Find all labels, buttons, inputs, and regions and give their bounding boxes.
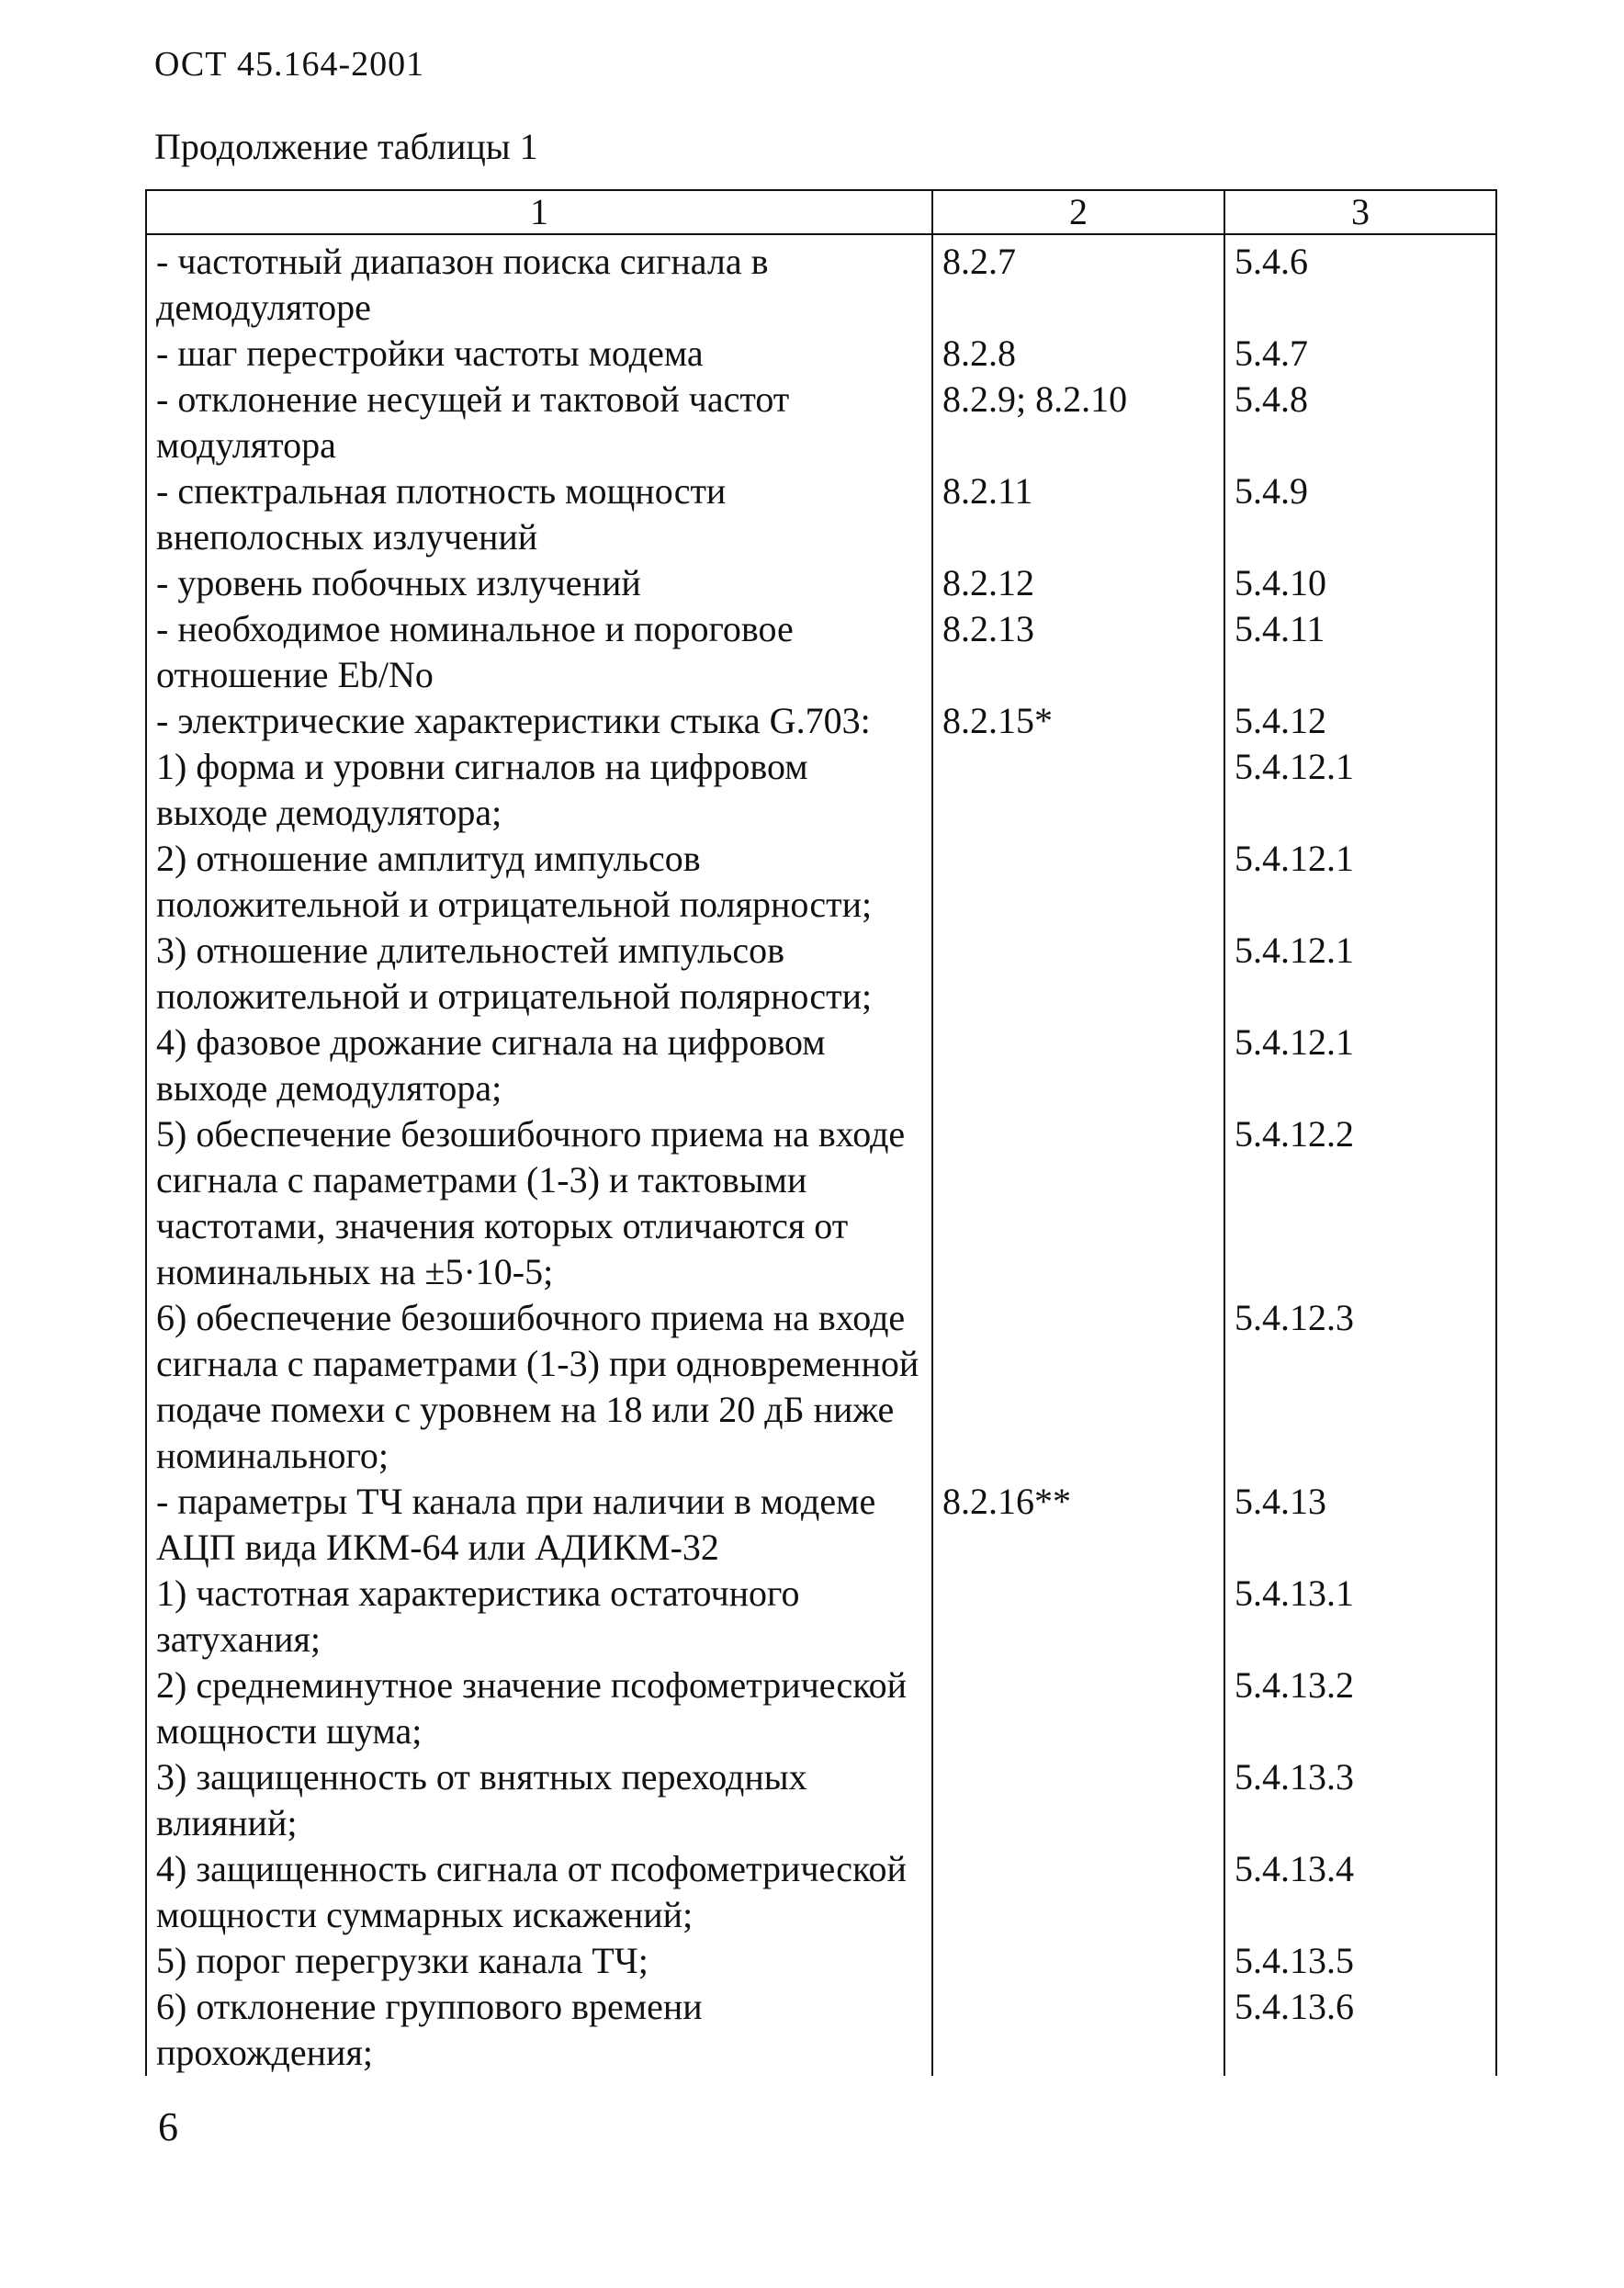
column-header: 1 xyxy=(146,190,932,234)
table-row xyxy=(146,606,1496,698)
table-cell: 5.4.7 xyxy=(1224,331,1496,377)
table-cell: - необходимое номинальное и пороговое отношение Eb/No xyxy=(146,606,932,698)
table-cell: 5.4.13 xyxy=(1224,1479,1496,1571)
table-cell: 5.4.10 xyxy=(1224,560,1496,606)
table-cell: 5.4.13.4 xyxy=(1224,1846,1496,1938)
table-cell: 3) отношение длительностей импульсов положительной и отрицательной полярности; xyxy=(146,928,932,1020)
document-code: ОСТ 45.164-2001 xyxy=(154,45,425,84)
table-cell: 5.4.12.1 xyxy=(1224,836,1496,928)
table-cell: 1) форма и уровни сигналов на цифровом выходе демодулятора; xyxy=(146,744,932,836)
table-cell xyxy=(932,1938,1224,1984)
table-cell: - уровень побочных излучений xyxy=(146,560,932,606)
column-header: 3 xyxy=(1224,190,1496,234)
table-row xyxy=(146,1662,1496,1754)
table-cell xyxy=(932,836,1224,928)
table-row xyxy=(146,234,1496,331)
table-cell: 5.4.12.1 xyxy=(1224,928,1496,1020)
table-cell: 8.2.13 xyxy=(932,606,1224,698)
table-row xyxy=(146,1984,1496,2076)
table-cell xyxy=(932,1020,1224,1111)
table-cell: 5.4.13.2 xyxy=(1224,1662,1496,1754)
table-cell: 3) защищенность от внятных переходных влияний; xyxy=(146,1754,932,1846)
page-number: 6 xyxy=(158,2104,178,2149)
table-cell xyxy=(932,1754,1224,1846)
column-header: 2 xyxy=(932,190,1224,234)
table-row xyxy=(146,1846,1496,1938)
table-cell: 5.4.13.1 xyxy=(1224,1571,1496,1662)
table-cell: 8.2.9; 8.2.10 xyxy=(932,377,1224,468)
table-cell: 2) среднеминутное значение псофометрической мощности шума; xyxy=(146,1662,932,1754)
table-row xyxy=(146,377,1496,468)
table-cell: 8.2.11 xyxy=(932,468,1224,560)
table-cell: - шаг перестройки частоты модема xyxy=(146,331,932,377)
table-cell: 8.2.15* xyxy=(932,698,1224,744)
table-cell: - спектральная плотность мощности внеполосных излучений xyxy=(146,468,932,560)
table-cell: 8.2.8 xyxy=(932,331,1224,377)
table-row xyxy=(146,1571,1496,1662)
table-cell xyxy=(932,928,1224,1020)
table-cell: 1) частотная характеристика остаточного затухания; xyxy=(146,1571,932,1662)
table-cell: - частотный диапазон поиска сигнала в демодуляторе xyxy=(146,234,932,331)
table-cell: 2) отношение амплитуд импульсов положительной и отрицательной полярности; xyxy=(146,836,932,928)
table-cell xyxy=(932,1846,1224,1938)
table-row xyxy=(146,1111,1496,1295)
table-cell: 5) порог перегрузки канала ТЧ; xyxy=(146,1938,932,1984)
table-row xyxy=(146,1295,1496,1479)
table-cell: - параметры ТЧ канала при наличии в модеме АЦП вида ИКМ-64 или АДИКМ-32 xyxy=(146,1479,932,1571)
table-cell: 4) фазовое дрожание сигнала на цифровом выходе демодулятора; xyxy=(146,1020,932,1111)
table-row xyxy=(146,1020,1496,1111)
table-cell: 5.4.13.3 xyxy=(1224,1754,1496,1846)
table-cell xyxy=(932,1662,1224,1754)
table-cell: 5) обеспечение безошибочного приема на входе сигнала с параметрами (1-3) и тактовыми частотами, значения которых отличаются от номинальных на ±5·10-5; xyxy=(146,1111,932,1295)
table-row xyxy=(146,698,1496,744)
table-cell xyxy=(932,1571,1224,1662)
table-header-row xyxy=(146,190,1496,234)
table-row xyxy=(146,331,1496,377)
table-cell: 5.4.12.3 xyxy=(1224,1295,1496,1479)
table-row xyxy=(146,744,1496,836)
table-cell: 5.4.9 xyxy=(1224,468,1496,560)
table-row xyxy=(146,836,1496,928)
table-cell: 5.4.13.5 xyxy=(1224,1938,1496,1984)
table-cell: 5.4.12.1 xyxy=(1224,1020,1496,1111)
table-cell: - электрические характеристики стыка G.703: xyxy=(146,698,932,744)
table-row xyxy=(146,1479,1496,1571)
table-cell xyxy=(932,1984,1224,2076)
table-cell xyxy=(932,1111,1224,1295)
table-cell: 5.4.11 xyxy=(1224,606,1496,698)
table-cell: 5.4.13.6 xyxy=(1224,1984,1496,2076)
table-cell: 6) обеспечение безошибочного приема на входе сигнала с параметрами (1-3) при одновременной подаче помехи с уровнем на 18 или 20 дБ ниже номинального; xyxy=(146,1295,932,1479)
table-cell xyxy=(932,1295,1224,1479)
table-cell: 4) защищенность сигнала от псофометрической мощности суммарных искажений; xyxy=(146,1846,932,1938)
requirements-table xyxy=(145,189,1497,2076)
table-row xyxy=(146,928,1496,1020)
table-row xyxy=(146,1938,1496,1984)
table-row xyxy=(146,1754,1496,1846)
table-cell: 5.4.12 xyxy=(1224,698,1496,744)
table-cell xyxy=(932,744,1224,836)
table-cell: 5.4.6 xyxy=(1224,234,1496,331)
table-row xyxy=(146,560,1496,606)
table-body xyxy=(146,234,1496,2076)
table-cell: 8.2.7 xyxy=(932,234,1224,331)
table-row xyxy=(146,468,1496,560)
table-cell: 5.4.12.1 xyxy=(1224,744,1496,836)
table-cell: 8.2.12 xyxy=(932,560,1224,606)
table-cell: 5.4.12.2 xyxy=(1224,1111,1496,1295)
table-caption: Продолжение таблицы 1 xyxy=(154,126,538,167)
table-cell: - отклонение несущей и тактовой частот модулятора xyxy=(146,377,932,468)
table-cell: 8.2.16** xyxy=(932,1479,1224,1571)
table-cell: 6) отклонение группового времени прохождения; xyxy=(146,1984,932,2076)
table-cell: 5.4.8 xyxy=(1224,377,1496,468)
